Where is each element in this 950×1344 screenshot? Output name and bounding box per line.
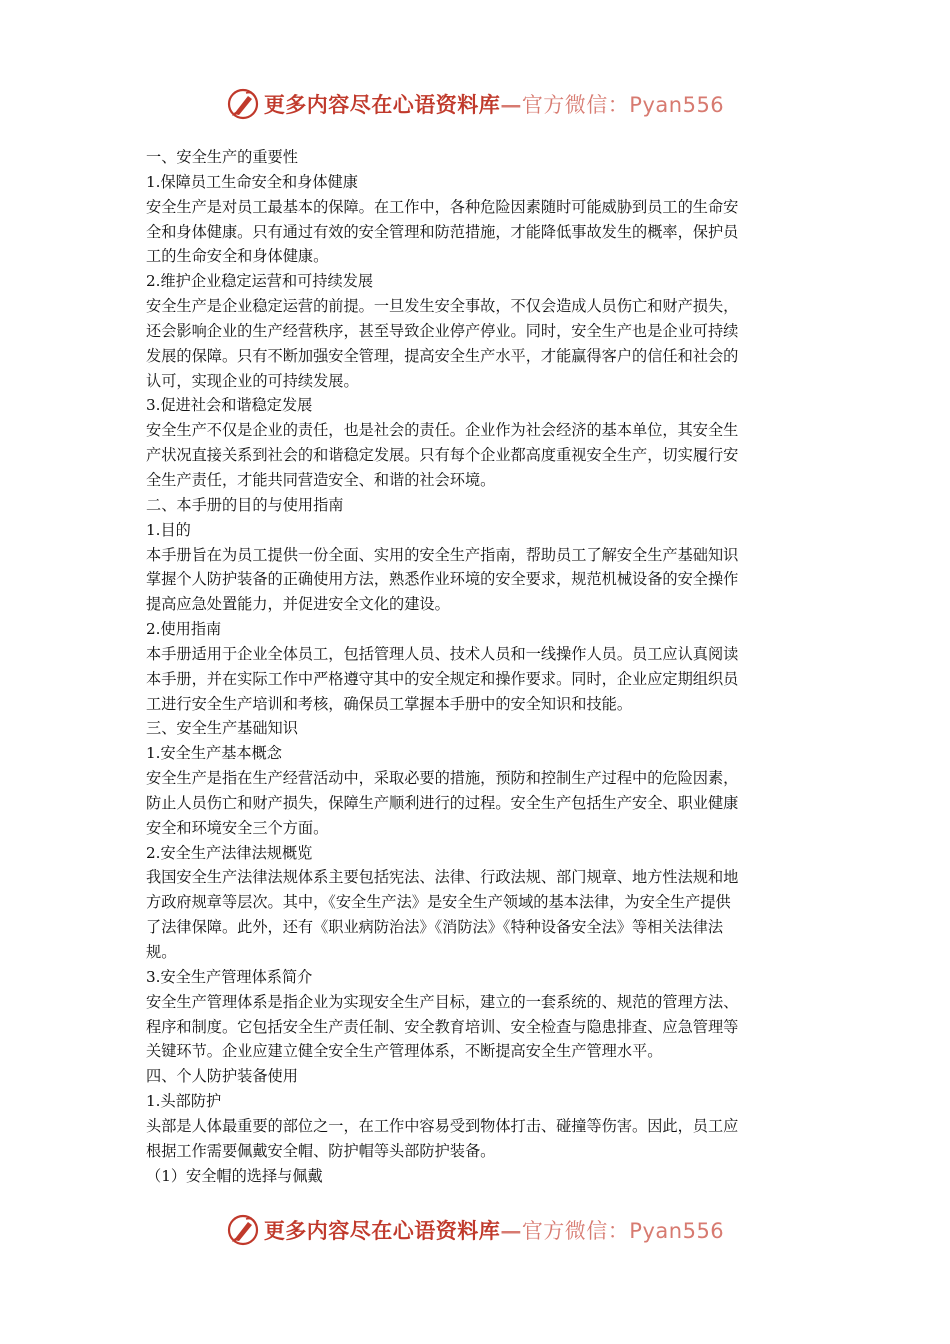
paragraph-line: 认可，实现企业的可持续发展。 [146, 371, 359, 390]
subsection-heading: 2.使用指南 [146, 620, 222, 639]
watermark-separator: — [500, 1218, 522, 1243]
paragraph-line: 安全生产不仅是企业的责任，也是社会的责任。企业作为社会经济的基本单位，其安全生 [146, 421, 739, 440]
item-heading: （1）安全帽的选择与佩戴 [146, 1166, 323, 1185]
subsection-heading: 3.促进社会和谐稳定发展 [146, 396, 313, 415]
paragraph-line: 工的生命安全和身体健康。 [146, 247, 329, 266]
paragraph-line: 掌握个人防护装备的正确使用方法，熟悉作业环境的安全要求，规范机械设备的安全操作 [146, 570, 739, 589]
paragraph-line: 安全生产管理体系是指企业为实现安全生产目标，建立的一套系统的、规范的管理方法、 [146, 992, 739, 1011]
subsection-heading: 1.安全生产基本概念 [146, 744, 282, 763]
paragraph-line: 产状况直接关系到社会的和谐稳定发展。只有每个企业都高度重视安全生产，切实履行安 [146, 446, 739, 465]
watermark-brand: 更多内容尽在心语资料库 [263, 1218, 501, 1243]
watermark-brand: 更多内容尽在心语资料库 [263, 92, 501, 117]
paragraph-line: 全生产责任，才能共同营造安全、和谐的社会环境。 [146, 470, 496, 489]
pen-logo-icon [226, 87, 260, 121]
footer-watermark-banner [0, 1210, 950, 1250]
subsection-heading: 1.目的 [146, 520, 191, 539]
watermark-separator: — [500, 92, 522, 117]
paragraph-line: 我国安全生产法律法规体系主要包括宪法、法律、行政法规、部门规章、地方性法规和地 [146, 868, 739, 887]
paragraph-line: 程序和制度。它包括安全生产责任制、安全教育培训、安全检查与隐患排查、应急管理等 [146, 1017, 739, 1036]
header-watermark-banner [0, 84, 950, 124]
document-body [146, 145, 808, 1188]
section-heading: 二、本手册的目的与使用指南 [146, 495, 344, 514]
paragraph-line: 本手册旨在为员工提供一份全面、实用的安全生产指南，帮助员工了解安全生产基础知识 [146, 545, 739, 564]
paragraph-line: 还会影响企业的生产经营秩序，甚至导致企业停产停业。同时，安全生产也是企业可持续 [146, 321, 739, 340]
subsection-heading: 1.头部防护 [146, 1092, 222, 1111]
paragraph-line: 本手册适用于企业全体员工，包括管理人员、技术人员和一线操作人员。员工应认真阅读 [146, 644, 739, 663]
paragraph-line: 全和身体健康。只有通过有效的安全管理和防范措施，才能降低事故发生的概率，保护员 [146, 222, 739, 241]
watermark-text [264, 1215, 724, 1245]
pen-logo-icon [226, 1213, 260, 1247]
paragraph-line: 安全生产是指在生产经营活动中，采取必要的措施，预防和控制生产过程中的危险因素， [146, 769, 739, 788]
paragraph-line: 安全生产是企业稳定运营的前提。一旦发生安全事故，不仅会造成人员伤亡和财产损失， [146, 297, 739, 316]
paragraph-line: 提高应急处置能力，并促进安全文化的建设。 [146, 595, 450, 614]
section-heading: 三、安全生产基础知识 [146, 719, 298, 738]
paragraph-line: 发展的保障。只有不断加强安全管理，提高安全生产水平，才能赢得客户的信任和社会的 [146, 346, 739, 365]
section-heading: 四、个人防护装备使用 [146, 1067, 298, 1086]
paragraph-line: 本手册，并在实际工作中严格遵守其中的安全规定和操作要求。同时，企业应定期组织员 [146, 669, 739, 688]
paragraph-line: 安全和环境安全三个方面。 [146, 818, 329, 837]
watermark-wechat: 官方微信：Pyan556 [521, 93, 725, 117]
paragraph-line: 头部是人体最重要的部位之一，在工作中容易受到物体打击、碰撞等伤害。因此，员工应 [146, 1116, 739, 1135]
subsection-heading: 1.保障员工生命安全和身体健康 [146, 172, 358, 191]
paragraph-line: 了法律保障。此外，还有《职业病防治法》《消防法》《特种设备安全法》等相关法律法 [146, 918, 724, 937]
watermark-wechat: 官方微信：Pyan556 [521, 1219, 725, 1243]
paragraph-line: 规。 [146, 943, 177, 961]
subsection-heading: 2.安全生产法律法规概览 [146, 843, 313, 862]
subsection-heading: 3.安全生产管理体系简介 [146, 967, 313, 986]
section-heading: 一、安全生产的重要性 [146, 148, 298, 166]
paragraph-line: 关键环节。企业应建立健全安全生产管理体系，不断提高安全生产管理水平。 [146, 1042, 663, 1061]
paragraph-line: 工进行安全生产培训和考核，确保员工掌握本手册中的安全知识和技能。 [146, 694, 632, 713]
watermark-text [264, 89, 724, 119]
paragraph-line: 方政府规章等层次。其中，《安全生产法》是安全生产领域的基本法律，为安全生产提供 [146, 893, 731, 912]
paragraph-line: 安全生产是对员工最基本的保障。在工作中，各种危险因素随时可能威胁到员工的生命安 [146, 197, 739, 216]
paragraph-line: 根据工作需要佩戴安全帽、防护帽等头部防护装备。 [146, 1141, 496, 1160]
subsection-heading: 2.维护企业稳定运营和可持续发展 [146, 272, 374, 291]
paragraph-line: 防止人员伤亡和财产损失，保障生产顺利进行的过程。安全生产包括生产安全、职业健康 [146, 793, 739, 812]
